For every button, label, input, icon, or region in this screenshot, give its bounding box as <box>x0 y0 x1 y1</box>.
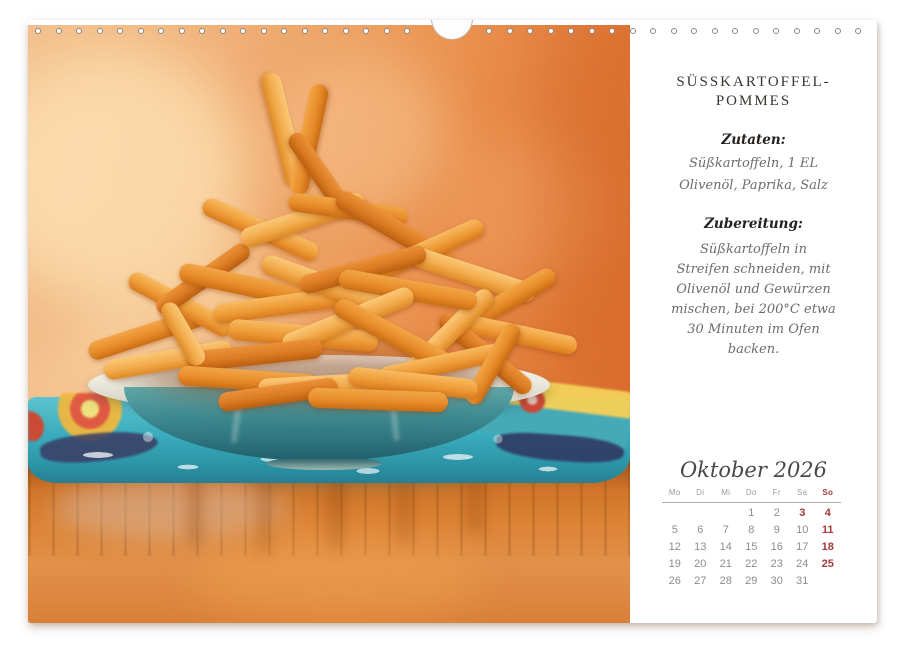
punch-hole <box>117 28 123 34</box>
punch-hole <box>527 28 533 34</box>
calendar-day: 24 <box>796 558 809 570</box>
punch-hole <box>179 28 185 34</box>
punch-hole <box>609 28 615 34</box>
calendar-day: 22 <box>745 558 758 570</box>
calendar-day: 7 <box>722 524 729 536</box>
recipe-title-line1: SÜSSKARTOFFEL- <box>676 74 831 90</box>
preparation-line: 30 Minuten im Ofen <box>687 322 820 337</box>
calendar-day: 28 <box>719 575 732 587</box>
calendar-grid-days <box>662 503 841 590</box>
calendar-day: 20 <box>694 558 707 570</box>
punch-hole <box>855 28 861 34</box>
calendar-day: 29 <box>745 575 758 587</box>
fries-pile <box>28 25 630 623</box>
calendar-day: 6 <box>697 524 704 536</box>
calendar-day: 13 <box>694 541 707 553</box>
punch-hole <box>732 28 738 34</box>
punch-hole <box>302 28 308 34</box>
ingredients-line: Olivenöl, Paprika, Salz <box>679 178 828 193</box>
calendar-day: 12 <box>668 541 681 553</box>
calendar-day: 14 <box>719 541 732 553</box>
calendar-day <box>815 573 841 590</box>
preparation-text <box>630 240 877 360</box>
punch-hole <box>404 28 410 34</box>
punch-hole <box>589 28 595 34</box>
fries-photo <box>28 25 630 623</box>
punch-hole <box>691 28 697 34</box>
weekday-mo: Mo <box>668 488 681 497</box>
ingredients-heading: Zutaten: <box>721 132 786 148</box>
preparation-line: Olivenöl und Gewürzen <box>676 282 831 297</box>
calendar-day: 9 <box>773 524 780 536</box>
calendar-day: 5 <box>671 524 678 536</box>
punch-hole <box>794 28 800 34</box>
fry-stick <box>308 388 449 413</box>
calendar-day: 2 <box>773 507 780 519</box>
punch-hole <box>199 28 205 34</box>
punch-hole <box>322 28 328 34</box>
punch-hole <box>158 28 164 34</box>
punch-hole <box>753 28 759 34</box>
punch-hole <box>343 28 349 34</box>
calendar-weekday-header <box>662 488 841 503</box>
punch-hole <box>568 28 574 34</box>
punch-hole <box>671 28 677 34</box>
punch-hole <box>507 28 513 34</box>
punch-hole <box>220 28 226 34</box>
recipe-title <box>630 73 877 111</box>
calendar-day <box>713 505 739 522</box>
punch-hole <box>97 28 103 34</box>
mini-calendar <box>662 488 841 590</box>
weekday-fr: Fr <box>772 488 781 497</box>
preparation-line: mischen, bei 200°C etwa <box>671 302 836 317</box>
calendar-day: 1 <box>748 507 755 519</box>
calendar-day: 8 <box>748 524 755 536</box>
punch-hole <box>35 28 41 34</box>
calendar-day: 23 <box>770 558 783 570</box>
text-panel <box>630 20 877 623</box>
calendar-day: 11 <box>821 524 834 536</box>
weekday-di: Di <box>696 488 705 497</box>
calendar-day: 26 <box>668 575 681 587</box>
calendar-day: 18 <box>821 541 834 553</box>
calendar-day: 3 <box>799 507 806 519</box>
punch-hole <box>712 28 718 34</box>
punch-hole <box>384 28 390 34</box>
calendar-day: 16 <box>770 541 783 553</box>
punch-hole <box>650 28 656 34</box>
preparation-line: backen. <box>727 342 780 357</box>
calendar-day: 17 <box>796 541 809 553</box>
calendar-day: 27 <box>694 575 707 587</box>
calendar-day: 19 <box>668 558 681 570</box>
punch-hole <box>261 28 267 34</box>
month-label: Oktober 2026 <box>679 458 828 482</box>
calendar-day: 25 <box>821 558 834 570</box>
calendar-day: 31 <box>796 575 809 587</box>
preparation-heading: Zubereitung: <box>704 216 803 232</box>
punch-hole <box>835 28 841 34</box>
punch-hole <box>56 28 62 34</box>
punch-hole <box>814 28 820 34</box>
punch-hole <box>240 28 246 34</box>
punch-hole <box>138 28 144 34</box>
calendar-day: 21 <box>719 558 732 570</box>
punch-hole <box>773 28 779 34</box>
calendar-day: 30 <box>770 575 783 587</box>
recipe-title-line2: POMMES <box>715 93 792 109</box>
punch-hole <box>630 28 636 34</box>
weekday-sa: Sa <box>797 488 808 497</box>
weekday-so: So <box>822 488 834 497</box>
calendar-day: 4 <box>824 507 831 519</box>
weekday-do: Do <box>745 488 757 497</box>
calendar-day <box>688 505 714 522</box>
punch-hole <box>76 28 82 34</box>
preparation-line: Streifen schneiden, mit <box>676 262 831 277</box>
punch-hole <box>363 28 369 34</box>
calendar-day: 10 <box>796 524 809 536</box>
calendar-page <box>28 20 877 623</box>
preparation-line: Süßkartoffeln in <box>700 242 807 257</box>
punch-hole <box>548 28 554 34</box>
punch-hole <box>281 28 287 34</box>
ingredients-text <box>630 153 877 197</box>
punch-hole <box>486 28 492 34</box>
calendar-day <box>662 505 688 522</box>
ingredients-line: Süßkartoffeln, 1 EL <box>688 156 819 171</box>
calendar-day: 15 <box>745 541 758 553</box>
weekday-mi: Mi <box>721 488 731 497</box>
